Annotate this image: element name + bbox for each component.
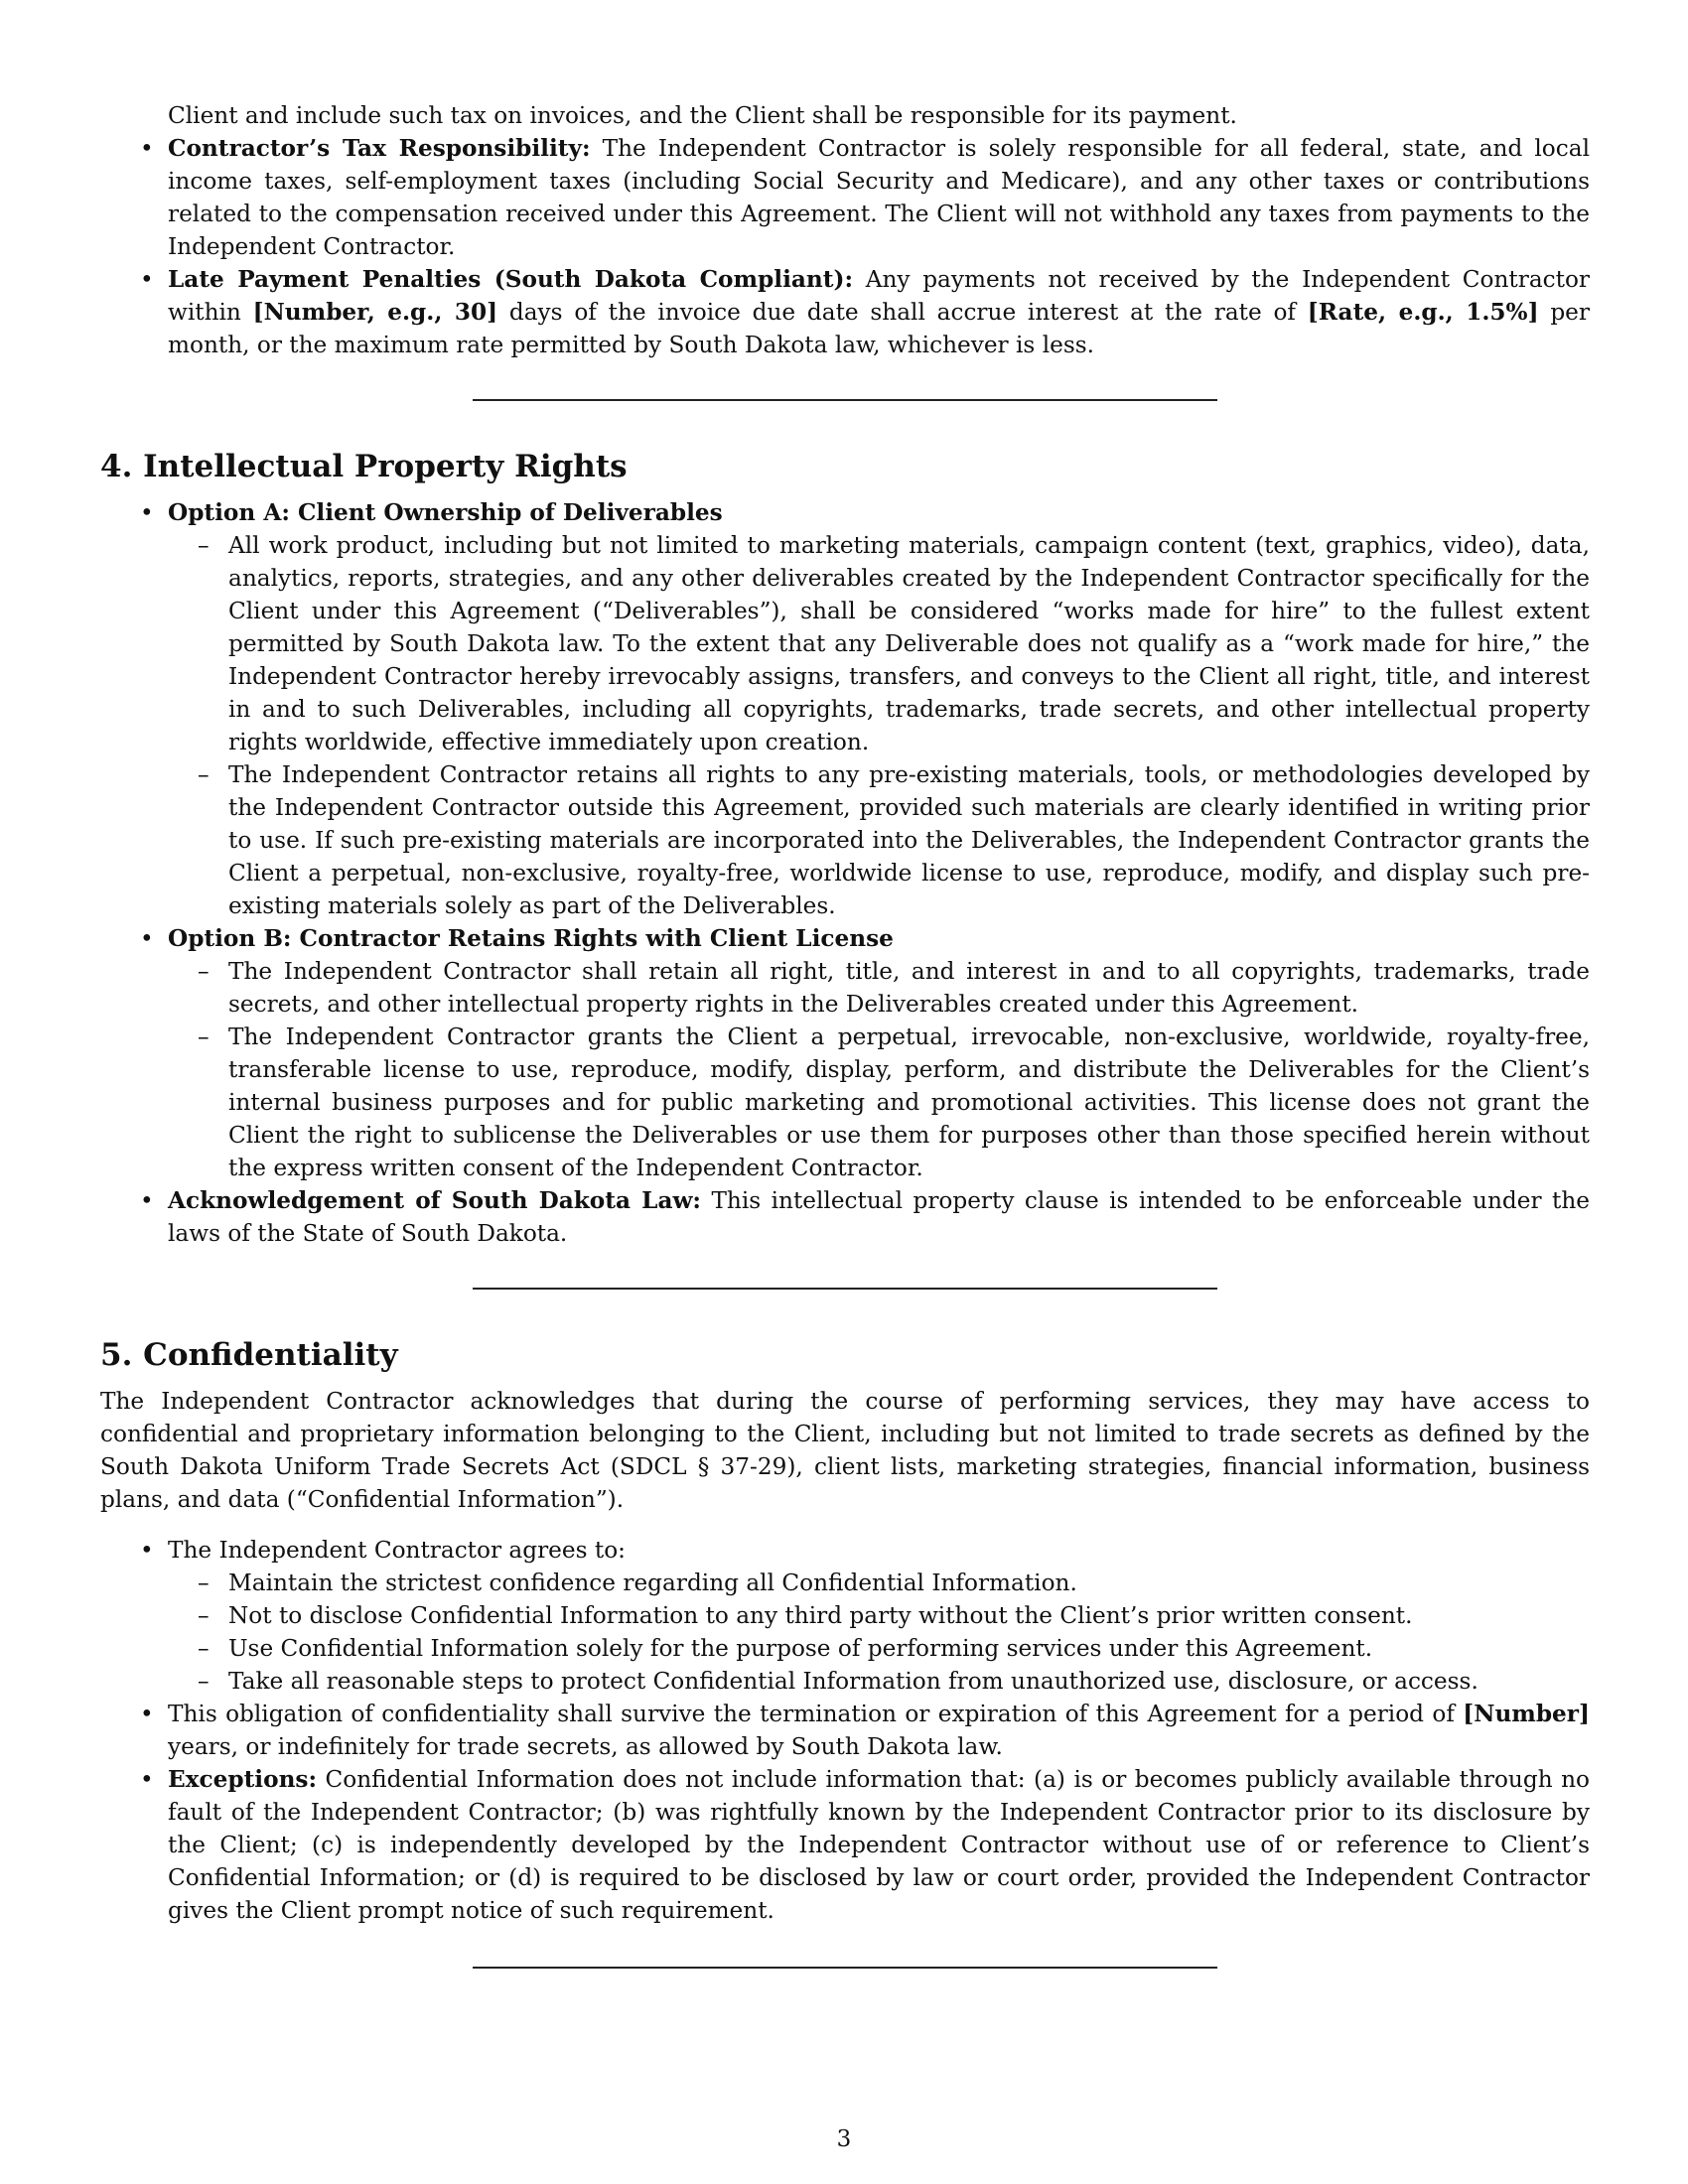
agrees-subitem: – Not to disclose Confidential Information to any third party without the Client’s prior written consent. <box>168 1599 1590 1632</box>
option-a-sublist <box>168 529 1590 922</box>
section-4-heading: 4. Intellectual Property Rights <box>100 449 628 484</box>
confidentiality-list <box>100 1534 1590 1927</box>
late-payment-item <box>100 263 1590 361</box>
option-b-item <box>100 922 1590 1184</box>
ip-rights-list <box>100 496 1590 1250</box>
exceptions-text: Confidential Information does not include information that: (a) is or becomes publicly available through no fault of the Independent Contractor; (b) was rightfully known by the Independent Contractor prior to its disclosure by the Client; (c) is independently developed by the Independent Contractor without use of or reference to Client’s Confidential Information; or (d) is required to be disclosed by law or court order, provided the Independent Contractor gives the Client prompt notice of such requirement. <box>168 1766 1590 1924</box>
late-payment-title: Late Payment Penalties (South Dakota Compliant): <box>168 266 854 293</box>
days-placeholder: [Number, e.g., 30] <box>252 299 498 326</box>
agrees-item <box>100 1534 1590 1698</box>
tax-responsibility-item <box>100 132 1590 263</box>
years-placeholder: [Number] <box>1463 1701 1590 1727</box>
survival-item <box>100 1698 1590 1763</box>
exceptions-title: Exceptions: <box>168 1766 318 1793</box>
option-b-title: Option B: Contractor Retains Rights with Client License <box>168 925 894 952</box>
acknowledgement-text: This intellectual property clause is intended to be enforceable under the laws of the State of South Dakota. <box>168 1187 1590 1247</box>
option-a-subitem: – The Independent Contractor retains all rights to any pre-existing materials, tools, or methodologies developed by the Independent Contractor outside this Agreement, provided such materials are clearly identified in writing prior to use. If such pre-existing materials are incorporated into the Deliverables, the Independent Contractor grants the Client a perpetual, non-exclusive, royalty-free, worldwide license to use, reproduce, modify, and display such pre-existing materials solely as part of the Deliverables. <box>168 758 1590 922</box>
agrees-sublist <box>168 1567 1590 1698</box>
rate-placeholder: [Rate, e.g., 1.5%] <box>1307 299 1539 326</box>
page-number: 3 <box>836 2126 852 2152</box>
acknowledgement-item <box>100 1184 1590 1250</box>
continuation-text: Client and include such tax on invoices, and the Client shall be responsible for its payment. <box>168 102 1237 129</box>
late-payment-text: days of the invoice due date shall accrue interest at the rate of <box>497 299 1308 326</box>
section-5-heading: 5. Confidentiality <box>100 1337 398 1373</box>
late-payment-text: Any payments not received by the Independent Contractor within <box>168 266 1590 326</box>
agrees-subitem: – Use Confidential Information solely for the purpose of performing services under this Agreement. <box>168 1632 1590 1665</box>
payment-terms-list <box>100 132 1590 361</box>
option-a-subitem: – All work product, including but not limited to marketing materials, campaign content (text, graphics, video), data, analytics, reports, strategies, and any other deliverables created by the Independent Contractor specifically for the Client under this Agreement (“Deliverables”), shall be considered “works made for hire” to the fullest extent permitted by South Dakota law. To the extent that any Deliverable does not qualify as a “work made for hire,” the Independent Contractor hereby irrevocably assigns, transfers, and conveys to the Client all right, title, and interest in and to such Deliverables, including all copyrights, trademarks, trade secrets, and other intellectual property rights worldwide, effective immediately upon creation. <box>168 529 1590 758</box>
agrees-text: The Independent Contractor agrees to: <box>168 1537 626 1564</box>
exceptions-item <box>100 1763 1590 1927</box>
option-a-title: Option A: Client Ownership of Deliverables <box>168 499 723 526</box>
option-b-subitem: – The Independent Contractor shall retain all right, title, and interest in and to all copyrights, trademarks, trade secrets, and other intellectual property rights in the Deliverables created under this Agreement. <box>168 955 1590 1021</box>
option-a-item <box>100 496 1590 922</box>
agrees-subitem: – Take all reasonable steps to protect Confidential Information from unauthorized use, disclosure, or access. <box>168 1665 1590 1698</box>
tax-responsibility-title: Contractor’s Tax Responsibility: <box>168 135 591 162</box>
acknowledgement-title: Acknowledgement of South Dakota Law: <box>168 1187 701 1214</box>
confidentiality-intro: The Independent Contractor acknowledges that during the course of performing services, they may have access to confidential and proprietary information belonging to the Client, including but not limited to trade secrets as defined by the South Dakota Uniform Trade Secrets Act (SDCL § 37-29), client lists, marketing strategies, financial information, business plans, and data (“Confidential Information”). <box>100 1388 1590 1513</box>
tax-responsibility-text: The Independent Contractor is solely responsible for all federal, state, and local income taxes, self-employment taxes (including Social Security and Medicare), and any other taxes or contributions related to the compensation received under this Agreement. The Client will not withhold any taxes from payments to the Independent Contractor. <box>168 135 1590 260</box>
document-page <box>100 99 1590 1969</box>
late-payment-text: per month, or the maximum rate permitted by South Dakota law, whichever is less. <box>168 299 1590 358</box>
agrees-subitem: – Maintain the strictest confidence regarding all Confidential Information. <box>168 1567 1590 1599</box>
option-b-sublist <box>168 955 1590 1184</box>
survival-text: This obligation of confidentiality shall survive the termination or expiration of this Agreement for a period of <box>168 1701 1464 1727</box>
option-b-subitem: – The Independent Contractor grants the Client a perpetual, irrevocable, non-exclusive, worldwide, royalty-free, transferable license to use, reproduce, modify, display, perform, and distribute the Deliverables for the Client’s internal business purposes and for public marketing and promotional activities. This license does not grant the Client the right to sublicense the Deliverables or use them for purposes other than those specified herein without the express written consent of the Independent Contractor. <box>168 1021 1590 1184</box>
section-divider <box>473 1967 1217 1969</box>
survival-text: years, or indefinitely for trade secrets, as allowed by South Dakota law. <box>168 1733 1003 1760</box>
